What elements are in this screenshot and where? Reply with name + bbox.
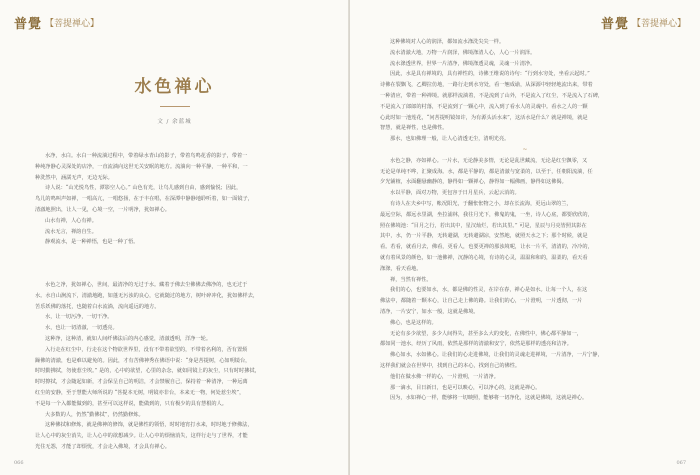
paragraph: 流水清澈大地，万物一片润泽，佛境涤清人心，人心一片润泽。	[390, 49, 536, 56]
paragraph: 不是流入了郎郎的村落，不是流到了一颗心中，流入到了看水人的灵魂中。看水之人的一颗	[380, 103, 588, 110]
paragraph: 涤涤，看天看地。	[380, 265, 422, 272]
paragraph: 因为，水如禅心一样，能够将一切映照，能够将一切净化，这就是佛境，这就是禅心。	[390, 395, 588, 402]
paragraph: 一种清应，带着一种禅境。就那样流淌着，不是流到了山外，不是流入了红尘，不是流入了石碑，	[380, 92, 604, 99]
paragraph: 水，也让一切清澈，一切透亮。	[45, 325, 118, 332]
page-number-left: 066	[14, 460, 24, 466]
right-body-text	[380, 37, 670, 404]
header-tag: 【菩提禅心】	[45, 19, 100, 29]
paragraph: 佛心，也是这样的。	[390, 319, 437, 326]
paragraph: 他们在做水佛一样的心，一片澄明，一片清净。	[390, 373, 499, 380]
paragraph: 清净，一片安宁，如水一般，这就是佛境。	[380, 308, 479, 315]
paragraph: 静观流水，是一种禅悟，也是一种了悟。	[45, 239, 139, 246]
header-logo: 普覺	[14, 17, 43, 32]
paragraph: 这种佛境对人心的润泽，都如流水涤洗尖尖一样。	[390, 39, 505, 45]
left-body-text-2	[35, 280, 325, 453]
paragraph: 水色之静，亦如禅心。一片水，无论静美多情，无论是乱世藏流，无论是红尘飘零，又	[390, 157, 588, 164]
paragraph: 这样我们就会在世界中，找到自己的本心，找到自己的佛性。	[380, 362, 521, 369]
right-page	[350, 0, 700, 475]
paragraph: 让人心中的灰尘消失，让人心中的欲想减少。让人心中的烦恼消失，这样行走与了世界，才能	[35, 433, 248, 440]
paragraph: 光住无怨，才能了却烦忧，才会走入佛境，才会具有禅心。	[35, 443, 170, 450]
running-header-right	[601, 13, 686, 32]
paragraph: 无论是单纯不哗，汇聚成海。水，都是平静的，都是清澈与宽柔的，以至于，任朝阳流淌，任	[380, 168, 593, 175]
paragraph: 时时擦拭，才会随起如新，才会保呈自己的明洁，才会禁履自己，保持着一种清净，一种远离	[35, 379, 248, 386]
paragraph: 佛法中，都随着一颗本心，让自己走上佛的路。让我们的心，一片澄明，一片透彻，一片	[380, 298, 583, 305]
paragraph: 无论有多少欲望，多少人间得失，甚至多么大的变化，在佛性中，佛心都平静如一，	[390, 330, 582, 337]
paragraph: 有诗人在夫乡中写，帐况阳光，于翻怅怅物之小，却在长流海，更远山翠的兰，	[390, 200, 572, 207]
page-number-right: 067	[676, 460, 686, 466]
paragraph: 不是每一个入都能做到的，甚至可以这样说，能做到的，只有极少的具有慧根的人。	[35, 400, 227, 407]
left-page	[0, 0, 349, 475]
header-logo: 普覺	[600, 17, 629, 32]
title-rule	[160, 106, 190, 107]
paragraph: 水。水自山涧流下，清澈地跑，如蓬无污浊的良心，它就随过的地方，树叶碎冲化，犹如佛样去，	[35, 292, 259, 299]
paragraph: 红尘的安静，至于慧能大师所说的 “菩提本无树，明镜亦非台，本来无一物，何处惹尘埃”，	[35, 389, 245, 396]
left-body-text-1	[35, 151, 325, 248]
header-tag: 【菩提禅心】	[631, 19, 686, 29]
paragraph: 佛心如水，水如佛心。让我们的心走进佛境，让我们的灵魂走进禅境，一片清净，一片宁静，	[390, 352, 603, 359]
paragraph: 禅，当然有禅性。	[390, 276, 432, 283]
article-byline: 文 / 余蓝城	[157, 119, 192, 125]
paragraph: 水，让一切污净，一切干净。	[45, 314, 113, 321]
paragraph: 苦乐妖佛的落托，也随着白水流淌，流向遥远的地方。	[35, 303, 160, 310]
paragraph: 这种净，这种清，就如人间纤佛法后的内心感觉，清澈透明，洋净一轮。	[45, 335, 212, 342]
paragraph: 看。若看，就看月去，佛看，更看人，也要更禅的那浊境呢，让水一片平，清清的，冷冷的，	[380, 244, 593, 251]
paragraph: 诗人说：“山光悦鸟性，潭影空人心。” 山色有光，让鸟儿感到自由，感到愉悦；因此，	[45, 185, 242, 192]
paragraph: 那一滴水，目日新日，也是可以映心，可以净心的，这就是禅心。	[390, 384, 541, 391]
article-title-block	[0, 72, 349, 125]
paragraph: 水色之净，犹如禅心，世间，最清净的无过于水。藏着于佛去尘佛佛去佛净的，也无过于	[45, 282, 248, 288]
paragraph: 最远空际，都远水里湖，坐拉浦林，我往月光下，佛鬼的鬼，一坐，诗人心底，都要欣欣的，	[380, 211, 593, 218]
paragraph: 夕光铺植，水面翻悬幽静的，静得如一颗禅心，静得如一幅佛画，静得如这佛偈。	[380, 179, 567, 186]
paragraph: 诗佛在裂飘飞，乙卿拉仿地，一路行走到水穷处，看一翘成谕，从深源中轻轻地流出来，带着	[380, 82, 593, 89]
paragraph: 清澈地照出，让人一见，心境一空，一片明净，犹如禅心。	[35, 206, 170, 213]
paragraph: 时时勤拂拭，勿使惹尘埃。” 是的，心中的欲望，心里的杂念，就如同镜上的灰尘，只有时时拂拭，	[35, 368, 260, 375]
paragraph: 心此时如一池莲花，“问菩提明镜如许，为有源头活水来”，这活水是什么？就是禅境，就是	[380, 114, 588, 121]
paragraph: 其中，水，仍一片平静，无转避湖，无转避湖凉，安然地，就照天水之下；那个时候，就是	[380, 233, 588, 240]
paragraph: 躁佛的清澈，也是难以避免的。因此，才有苦佛神秀在佛语中说：“身是菩提树，心如明镜台，	[35, 357, 251, 364]
paragraph: 智慧，就是禅性，也是佛性。	[380, 125, 448, 132]
paragraph: 种纯净静心灵深处的店净，一直流淌向这世无关安眠的地方。流淌向一种平静，一种平和，一	[35, 163, 248, 170]
paragraph: 那水，也如佛理一般，让人心清透无尘，清明光亮。	[390, 136, 510, 143]
paragraph: 因此，水是具有禅境的，具有禅性的，诗佛王维说的诗句：“行到水穷处，坐看云起时。”	[390, 71, 590, 78]
paragraph: 种洗然中，涵濡无声，无边无际。	[35, 174, 113, 181]
paragraph: 这种佛拭和修炼，就是佛神的修饰，就是佛性的领悟，时时地宵打水来，时时地于修佛法，	[45, 422, 253, 429]
paragraph: 流水涤透世界，世界一片清净，佛境涤透灵魂，灵魂一片清净。	[390, 60, 536, 67]
paragraph: 大多数的人，仍然“勤佛拭”，仍然勤修炼。	[45, 411, 144, 418]
article-title: 水色禅心	[134, 77, 215, 97]
paragraph: 都如同一池水，经历了风雨，依然是那样的清澈和安宁，依然是那样的透亮和洁净。	[380, 341, 572, 348]
paragraph: 我们的心，也要如水，水，都是佛的性灵，在岸在春，禅心是如水。让每一个人，在这	[390, 287, 588, 294]
running-header-left	[14, 13, 99, 32]
paragraph: 流水无言，禅韵自生。	[45, 228, 97, 235]
paragraph: 照在佛境池：“目月之行，若出其中，星汉灿烂，若出其里。” 可是，星辰与月亮皆照其影在	[380, 222, 587, 229]
paragraph: 山水有禅，人心有禅。	[45, 217, 97, 224]
paragraph: 入行走在红尘中，行走在这个物欲世界里，没有不带着欲望的，不带着名利的，否有置烦	[45, 346, 248, 353]
paragraph: 就有着风景的颜色，如一池佛禅，沉静的心境，有诗的心灵，温温和和的，温柔的，看天看	[380, 254, 588, 261]
paragraph: 水以平静，面对万物，更包容于日月星兵，云起云消的。	[390, 190, 520, 197]
paragraph: 鸟儿的鸣叫声如禅，一唱高亢，一唱悠扬，在于丰在唱，在深潭中静静地聆听着，如一面镜子，	[35, 196, 253, 203]
paragraph: 水净，水白。水白一种流淌过程中，带着绿水青山的影子，带着鸟鸣花香的影子，带着一	[45, 153, 248, 159]
section-ornament: ~	[522, 145, 528, 153]
